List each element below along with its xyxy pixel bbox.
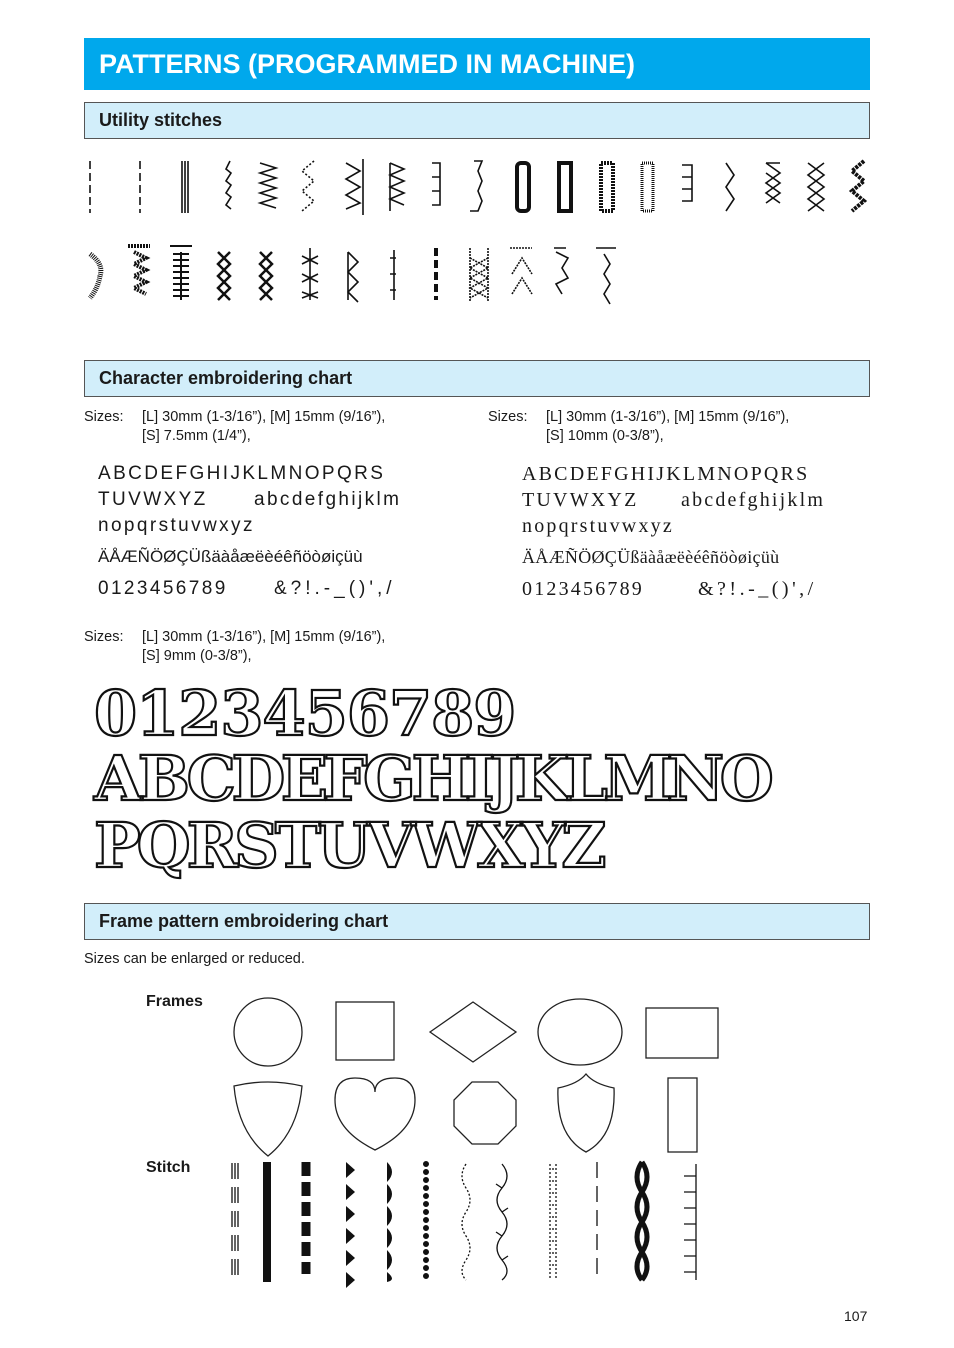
star-stitch-icon <box>302 248 318 300</box>
sizes-line: [S] 9mm (0-3/8”), <box>142 648 252 664</box>
elliptical-icon <box>218 252 230 300</box>
scallop-stitch-icon <box>387 1162 392 1282</box>
bar-tack-icon <box>682 165 692 201</box>
three-step-zigzag-icon <box>302 161 314 211</box>
utility-stitches-row-1 <box>84 155 874 217</box>
sizes-block-sans <box>84 408 464 448</box>
heart-frame-icon <box>335 1078 415 1150</box>
octagon-frame-icon <box>454 1082 516 1144</box>
cross-stitch-icon <box>808 163 824 211</box>
sizes-line: [S] 10mm (0-3/8”), <box>546 428 664 444</box>
diamond-frame-icon <box>430 1002 516 1062</box>
shell-tuck-icon <box>90 254 101 298</box>
page-number: 107 <box>844 1308 868 1324</box>
vine-stitch-icon <box>496 1164 508 1280</box>
stretch-blind-hem-icon <box>470 161 482 211</box>
stretch-stitch-icon <box>226 161 231 209</box>
blind-hem-stitch-icon <box>432 163 440 205</box>
sizes-line: [L] 30mm (1-3/16”), [M] 15mm (9/16”), <box>142 629 386 645</box>
section-heading-character: Character embroidering chart <box>84 360 870 397</box>
stretch-zigzag-icon <box>128 246 150 294</box>
triple-stitch-icon <box>182 161 188 213</box>
char-row-sans-upper: ABCDEFGHIJKLMNOPQRS <box>98 463 386 484</box>
zigzag-stitch-icon <box>260 163 276 208</box>
char-row-serif-upper: ABCDEFGHIJKLMNOPQRS <box>522 463 810 485</box>
char-row-serif-upper2: TUVWXYZ <box>522 489 639 511</box>
sizes-block-outline <box>84 628 464 668</box>
char-row-serif-symbols: &?!.-_()',/ <box>698 578 817 600</box>
sizes-line: [S] 7.5mm (1/4”), <box>142 428 251 444</box>
section-heading-utility: Utility stitches <box>84 102 870 139</box>
wave-dot-stitch-icon <box>462 1164 470 1280</box>
section-heading-frame: Frame pattern embroidering chart <box>84 903 870 940</box>
shield-frame-icon <box>558 1074 614 1152</box>
sizes-label: Sizes: <box>488 409 528 425</box>
outline-row-digits: 0123456789 <box>94 677 516 750</box>
char-row-sans-symbols: &?!.-_()',/ <box>274 578 396 599</box>
overlock-stitch-icon <box>390 163 404 211</box>
char-row-serif-accented: ÄÅÆÑÖØÇÜßäàåæëèéêñöòøiçüù <box>522 547 780 567</box>
picot-stitch-icon <box>550 1164 556 1280</box>
oval-frame-icon <box>538 999 622 1065</box>
sizes-block-serif <box>488 408 868 448</box>
stitch-label: Stitch <box>146 1159 191 1176</box>
char-row-sans-upper2: TUVWXYZ <box>98 489 208 510</box>
frame-note: Sizes can be enlarged or reduced. <box>84 951 305 967</box>
straight-triple-icon <box>390 250 396 300</box>
utility-stitches-row-2 <box>84 244 644 306</box>
decorative-zigzag-icon <box>852 161 864 211</box>
honeycomb-stitch-icon <box>470 248 488 302</box>
triangle-beads-stitch-icon <box>346 1162 355 1288</box>
buttonhole-heirloom-icon <box>642 163 653 211</box>
char-row-sans-digits: 0123456789 <box>98 578 228 599</box>
char-row-serif-lower2: nopqrstuvwxyz <box>522 515 674 537</box>
rick-rack-icon <box>554 248 568 294</box>
square-frame-icon <box>336 1002 394 1060</box>
buttonhole-stretch-icon <box>601 163 613 211</box>
satin-ladder-icon <box>170 246 192 300</box>
frame-stitches <box>220 1160 710 1285</box>
button-sewing-icon <box>726 163 734 211</box>
fagoting-icon <box>510 248 532 294</box>
rope-stitch-icon <box>637 1162 647 1280</box>
ladder-diamond-icon <box>260 252 272 300</box>
tall-rectangle-frame-icon <box>668 1078 697 1152</box>
outline-row-upper2: PQRSTUVWXYZ <box>94 809 603 882</box>
feather-stitch-icon <box>348 252 358 302</box>
sizes-label: Sizes: <box>84 629 124 645</box>
sizes-line: [L] 30mm (1-3/16”), [M] 15mm (9/16”), <box>546 409 790 425</box>
frames-label: Frames <box>146 993 203 1010</box>
blanket-stitch-icon <box>684 1164 696 1280</box>
char-row-sans-accented: ÄÅÆÑÖØÇÜßäàåæëèéêñöòøiçüù <box>98 547 363 566</box>
outline-row-upper1: ABCDEFGHIJKLMNO <box>94 742 770 815</box>
page-title: PATTERNS (PROGRAMMED IN MACHINE) <box>84 38 870 90</box>
char-row-sans-lower1: abcdefghijklm <box>254 489 402 510</box>
circle-frame-icon <box>234 998 302 1066</box>
overcasting-stitch-icon <box>346 159 363 215</box>
triangle-frame-icon <box>234 1082 302 1156</box>
buttonhole-square-icon <box>559 163 571 211</box>
rectangle-frame-icon <box>646 1008 718 1058</box>
char-row-serif-digits: 0123456789 <box>522 578 644 600</box>
frame-shapes <box>220 990 730 1160</box>
char-row-sans-lower2: nopqrstuvwxyz <box>98 515 255 536</box>
satin-bar-stitch-icon <box>263 1162 271 1282</box>
eyelet-stitch-icon <box>766 163 780 203</box>
sizes-line: [L] 30mm (1-3/16”), [M] 15mm (9/16”), <box>142 409 386 425</box>
serpentine-icon <box>596 248 616 304</box>
char-row-serif-lower1: abcdefghijklm <box>681 489 826 511</box>
buttonhole-rounded-icon <box>517 163 529 211</box>
sizes-label: Sizes: <box>84 409 124 425</box>
triple-line-stitch-icon <box>232 1163 238 1275</box>
